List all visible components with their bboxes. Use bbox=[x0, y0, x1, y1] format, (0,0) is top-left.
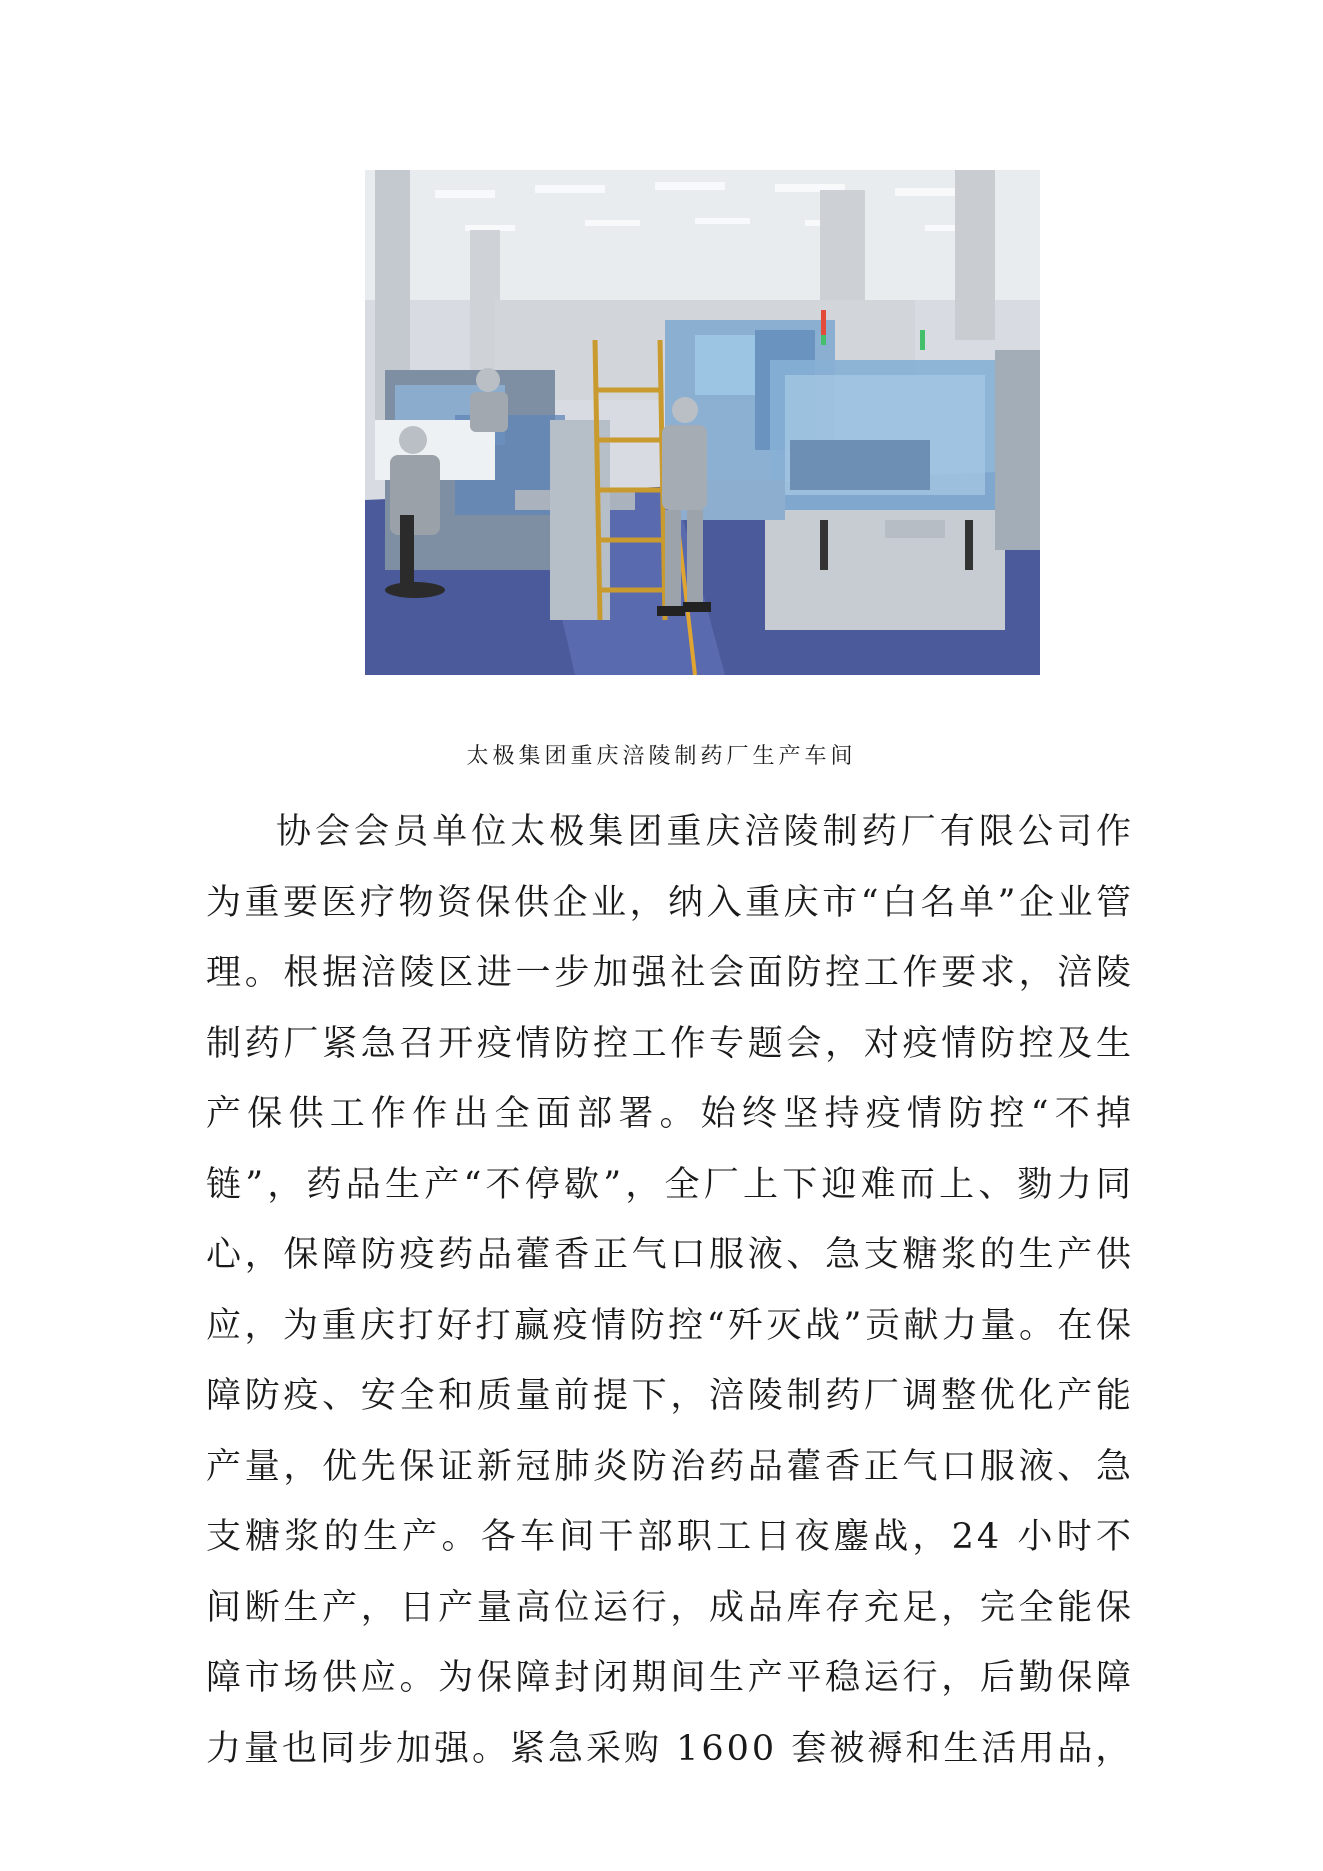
figure-caption: 太极集团重庆涪陵制药厂生产车间 bbox=[466, 744, 857, 769]
article-paragraph: 协会会员单位太极集团重庆涪陵制药厂有限公司作为重要医疗物资保供企业，纳入重庆市“白名单”企业管理。根据涪陵区进一步加强社会面防控工作要求，涪陵制药厂紧急召开疫情防控工作专题会，对疫情防控及生产保供工作作出全面部署。始终坚持疫情防控“不掉链”，药品生产“不停歇”，全厂上下迎难而上、勠力同心，保障防疫药品藿香正气口服液、急支糖浆的生产供应，为重庆打好打赢疫情防控“歼灭战”贡献力量。在保障防疫、安全和质量前提下，涪陵制药厂调整优化产能产量，优先保证新冠肺炎防治药品藿香正气口服液、急支糖浆的生产。各车间干部职工日夜鏖战，24 小时不间断生产，日产量高位运行，成品库存充足，完全能保障市场供应。为保障封闭期间生产平稳运行，后勤保障力量也同步加强。紧急采购 1600 套被褥和生活用品， bbox=[206, 812, 1134, 1769]
factory-workshop-photo bbox=[365, 170, 1040, 675]
